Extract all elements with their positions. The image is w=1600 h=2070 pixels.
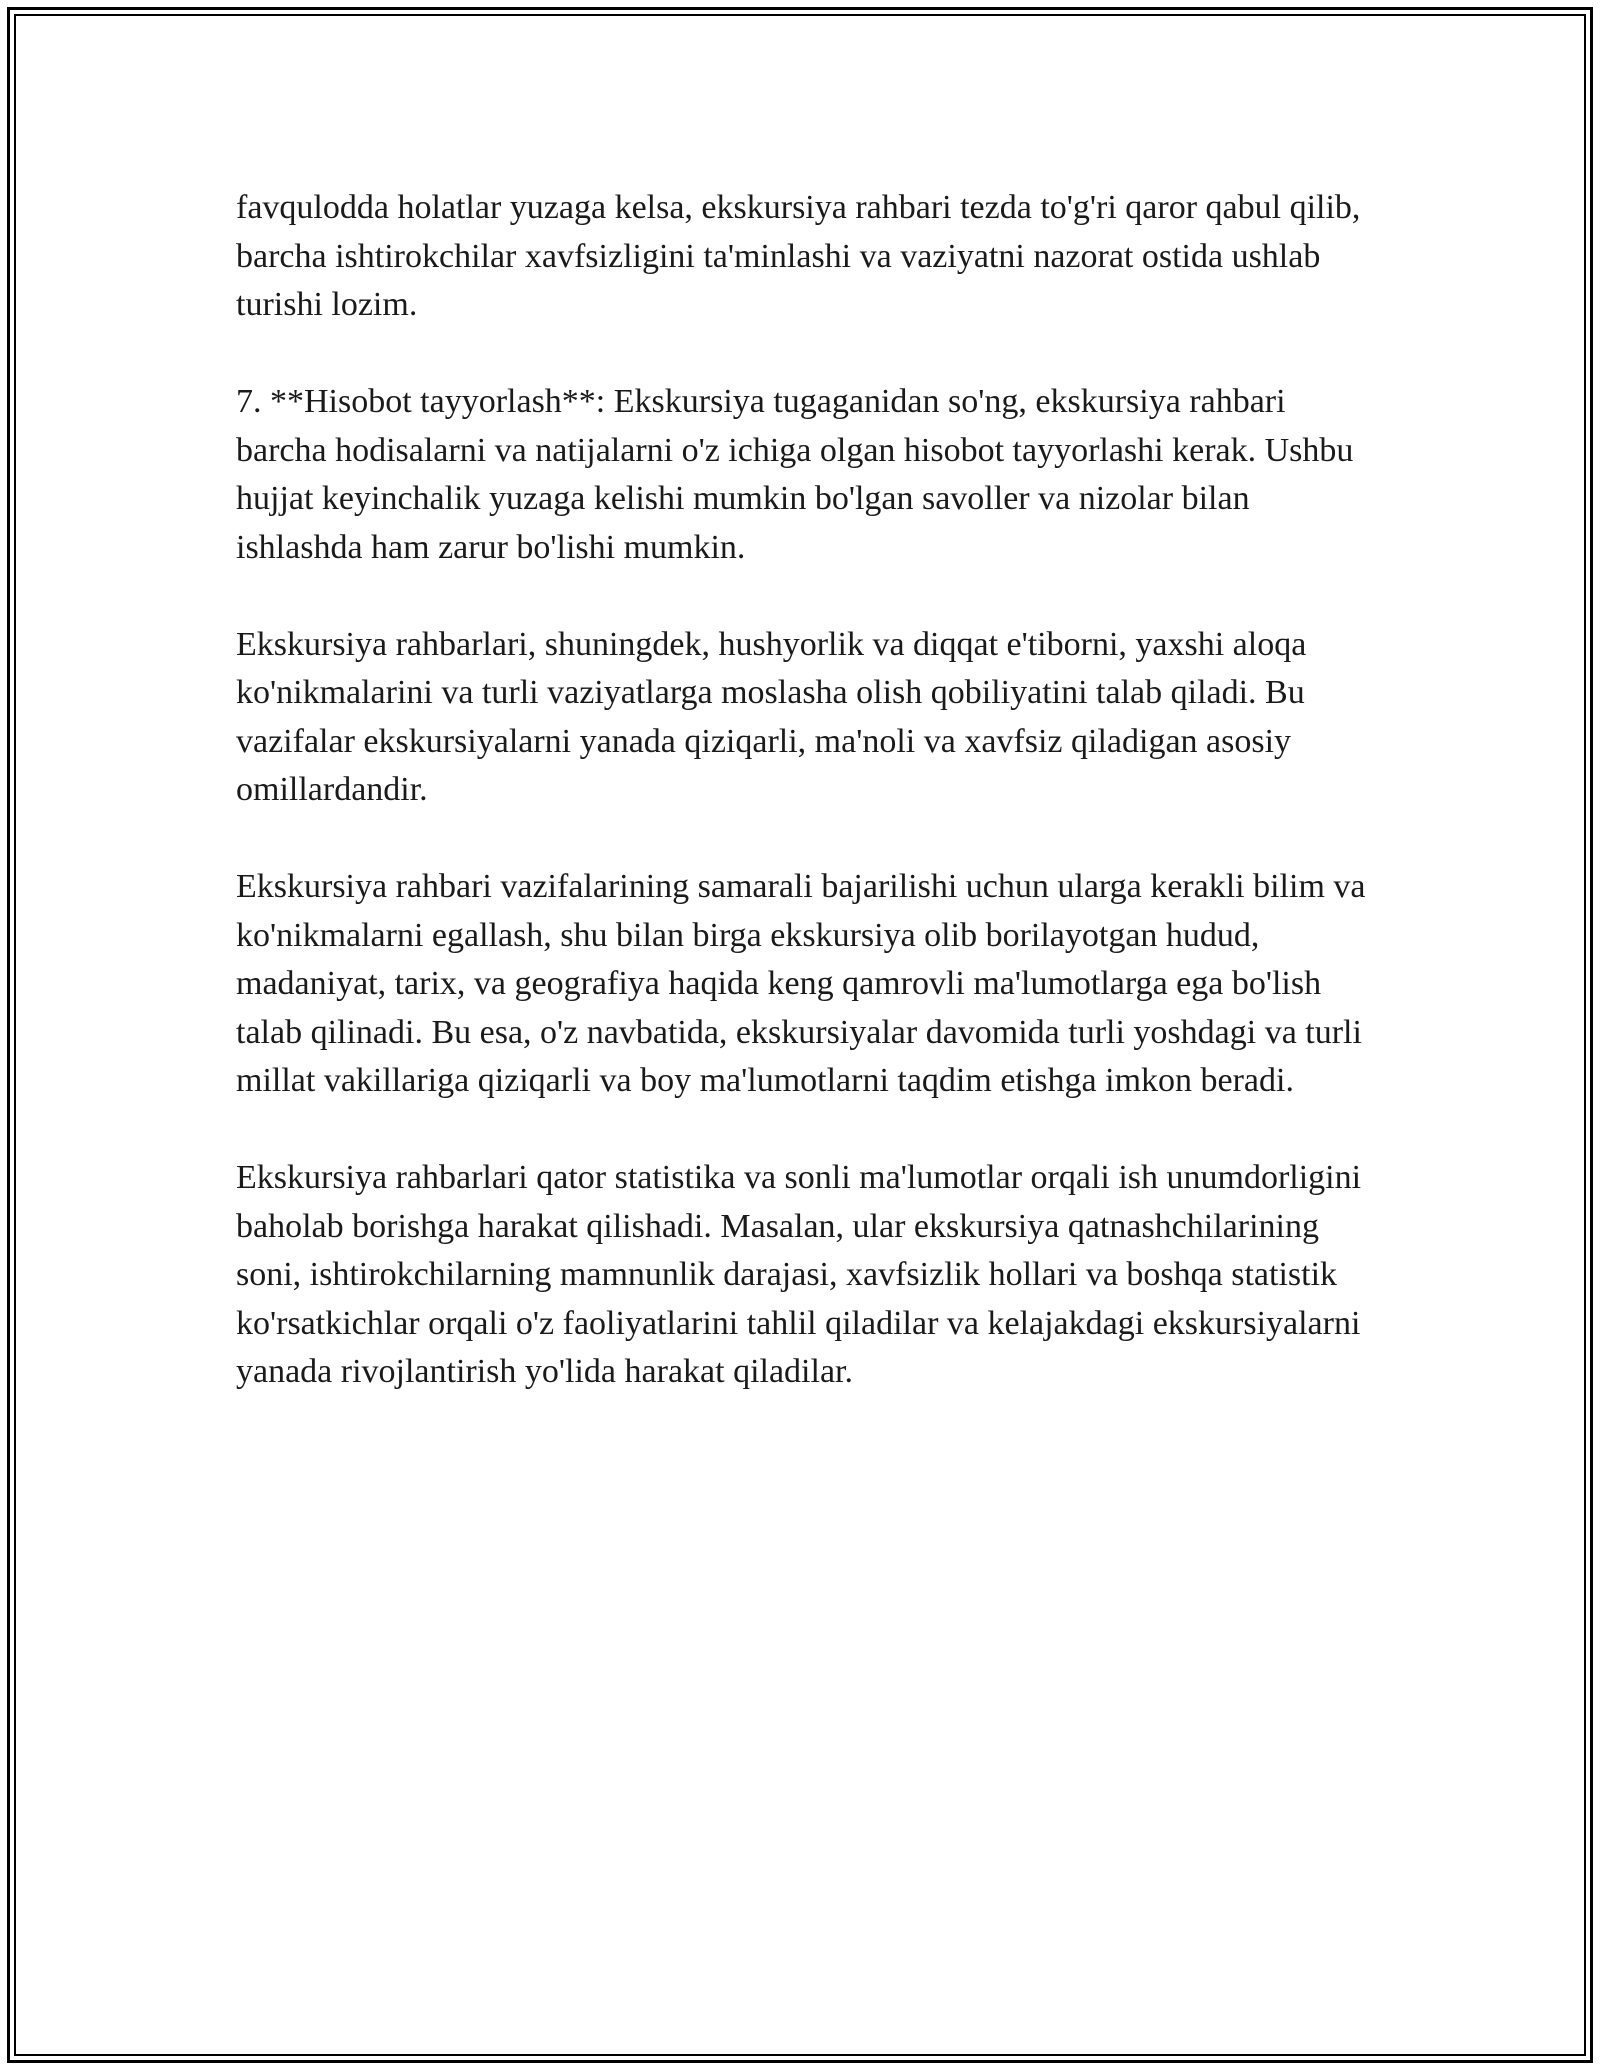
paragraph-report-preparation: 7. **Hisobot tayyorlash**: Ekskursiya tugaganidan so'ng, ekskursiya rahbari barcha hodisalarni va natijalarni o'z ichiga olgan hisobot tayyorlashi kerak. Ushbu hujjat keyinchalik yuzaga kelishi mumkin bo'lgan savoller va nizolar bilan ishlashda ham zarur bo'lishi mumkin. <box>236 383 1354 566</box>
paragraph-statistics: Ekskursiya rahbarlari qator statistika va sonli ma'lumotlar orqali ish unumdorligini baholab borishga harakat qilishadi. Masalan, ular ekskursiya qatnashchilarining soni, ishtirokchilarning mamnunlik darajasi, xavfsizlik hollari va boshqa statistik ko'rsatkichlar orqali o'z faoliyatlarini tahlil qiladilar va kelajakdagi ekskursiyalarni yanada rivojlantirish yo'lida harakat qiladilar. <box>236 1159 1362 1390</box>
paragraph-knowledge-requirements: Ekskursiya rahbari vazifalarining samarali bajarilishi uchun ularga kerakli bilim va ko'nikmalarni egallash, shu bilan birga ekskursiya olib borilayotgan hudud, madaniyat, tarix, va geografiya haqida keng qamrovli ma'lumotlarga ega bo'lish talab qilinadi. Bu esa, o'z navbatida, ekskursiyalar davomida turli yoshdagi va turli millat vakillariga qiziqarli va boy ma'lumotlarni taqdim etishga imkon beradi. <box>236 868 1366 1099</box>
paragraph-leader-skills: Ekskursiya rahbarlari, shuningdek, hushyorlik va diqqat e'tiborni, yaxshi aloqa ko'nikmalarini va turli vaziyatlarga moslasha olish qobiliyatini talab qiladi. Bu vazifalar ekskursiyalarni yanada qiziqarli, ma'noli va xavfsiz qiladigan asosiy omillardandir. <box>236 625 1307 808</box>
document-body <box>236 184 1366 1445</box>
paragraph-emergency: favqulodda holatlar yuzaga kelsa, ekskursiya rahbari tezda to'g'ri qaror qabul qilib, barcha ishtirokchilar xavfsizligini ta'minlashi va vaziyatni nazorat ostida ushlab turishi lozim. <box>236 189 1361 323</box>
